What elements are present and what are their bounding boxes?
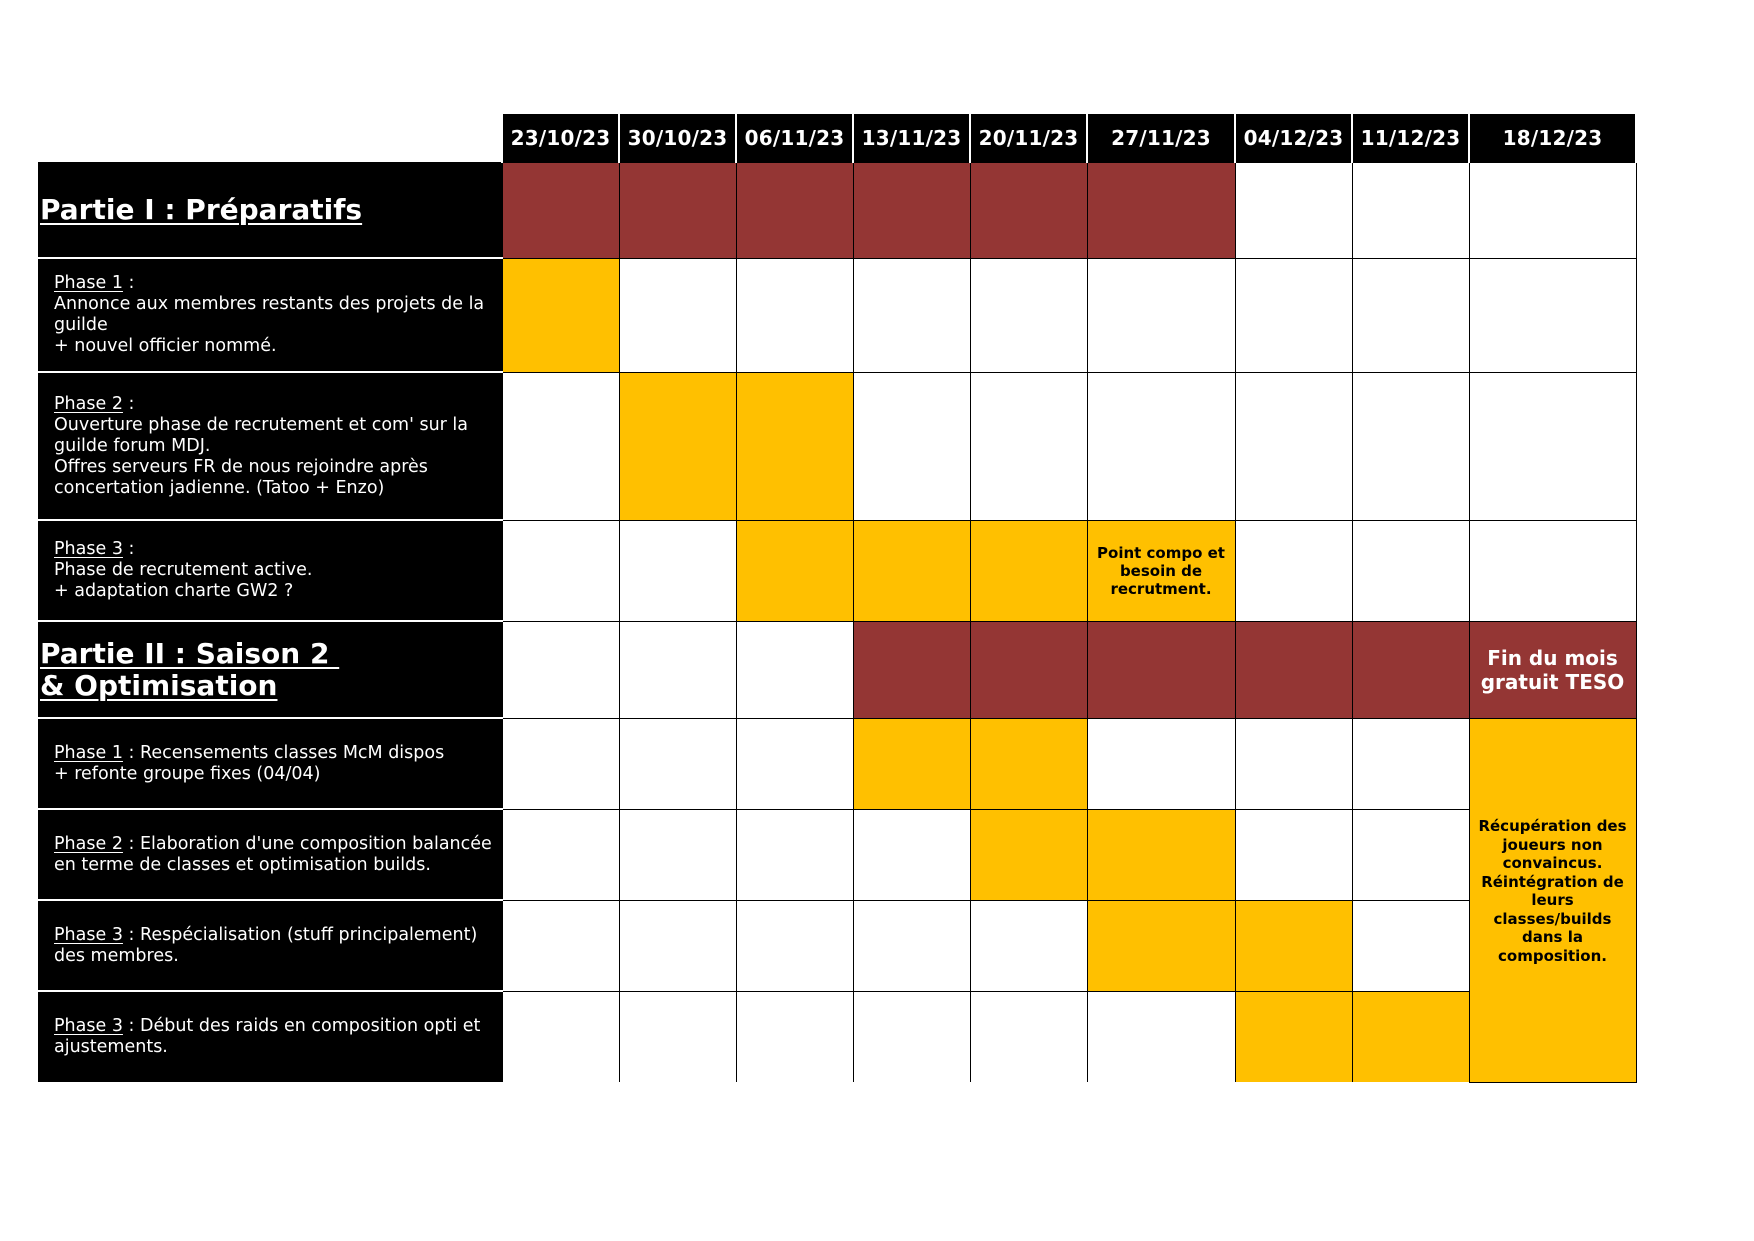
part1-phase1-label: [38, 258, 502, 372]
part1-phase2-bar-3: [736, 372, 853, 520]
cell-p1p1-6: [1087, 258, 1235, 372]
part2-bar-6: [1087, 621, 1235, 718]
part2-phase3a-text: : Respécialisation (stuff principalement) des membres.: [54, 924, 478, 966]
cell-p2p3b-5: [970, 991, 1087, 1082]
part1-row: [38, 162, 1636, 258]
cell-p1p1-4: [853, 258, 970, 372]
cell-p2p2-1: [502, 809, 619, 900]
part1-title-text: Partie I : Préparatifs: [40, 192, 363, 226]
cell-p2p3b-4: [853, 991, 970, 1082]
part2-phase3a-row: [38, 900, 1636, 991]
part1-phase2-colon: :: [122, 393, 135, 414]
cell-p2p1-3: [736, 718, 853, 809]
part1-bar-3: [736, 162, 853, 258]
part1-phase1-row: [38, 258, 1636, 372]
cell-p1p2-9: [1469, 372, 1636, 520]
cell-p2p1-1: [502, 718, 619, 809]
part2-phase3b-text: : Début des raids en composition opti et ajustements.: [54, 1016, 481, 1057]
part1-phase3-line2: Phase de recrutement active.: [54, 560, 313, 580]
cell-p1p2-5: [970, 372, 1087, 520]
part1-phase3-name: Phase 3: [54, 539, 123, 559]
cell-p1p1-7: [1235, 258, 1352, 372]
part1-phase3-line3: + adaptation charte GW2 ?: [54, 581, 294, 601]
cell-p1p1-8: [1352, 258, 1469, 372]
part2-title-line2: & Optimisation: [40, 668, 278, 702]
part2-bar-9: [1469, 621, 1636, 718]
cell-p2p3b-6: [1087, 991, 1235, 1082]
part1-phase3-bar-5: [970, 520, 1087, 621]
cell-p1p3-2: [619, 520, 736, 621]
cell-p2p3a-5: [970, 900, 1087, 991]
part2-bar-8: [1352, 621, 1469, 718]
cell-p2p3b-2: [619, 991, 736, 1082]
part2-side-note-cell: [1469, 718, 1636, 1082]
cell-p2p3a-4: [853, 900, 970, 991]
part2-phase2-name: Phase 2: [54, 833, 123, 854]
cell-p2p1-6: [1087, 718, 1235, 809]
part1-phase3-label: [38, 520, 502, 621]
date-col-8: 11/12/23: [1352, 113, 1469, 162]
part1-phase3-bar-6: [1087, 520, 1235, 621]
cell-p1p2-7: [1235, 372, 1352, 520]
part1-empty-9: [1469, 162, 1636, 258]
part1-phase3-row: [38, 520, 1636, 621]
part2-phase3b-name: Phase 3: [54, 1016, 123, 1036]
cell-p2p2-2: [619, 809, 736, 900]
date-col-1: 23/10/23: [502, 113, 619, 162]
part1-phase2-row: [38, 372, 1636, 520]
part1-bar-2: [619, 162, 736, 258]
part1-phase2-line2: Ouverture phase de recrutement et com' sur la guilde forum MDJ.: [54, 414, 469, 456]
date-col-5: 20/11/23: [970, 113, 1087, 162]
cell-p2p2-3: [736, 809, 853, 900]
part2-phase1-name: Phase 1: [54, 742, 123, 763]
cell-p2p3b-1: [502, 991, 619, 1082]
part2-phase3b-bar-7: [1235, 991, 1352, 1082]
cell-p1p3-1: [502, 520, 619, 621]
cell-p2p2-7: [1235, 809, 1352, 900]
cell-p2p3b-3: [736, 991, 853, 1082]
part2-side-note: Récupération des joueurs non convaincus. Réintégration de leurs classes/builds dans la composition.: [1478, 817, 1627, 965]
date-col-2: 30/10/23: [619, 113, 736, 162]
part2-title-line1: Partie II : Saison 2: [40, 636, 340, 670]
part1-phase2-name: Phase 2: [54, 393, 123, 414]
part1-phase1-name: Phase 1: [54, 273, 123, 293]
cell-p1p2-1: [502, 372, 619, 520]
date-header-row: [38, 113, 1636, 162]
part1-bar-1: [502, 162, 619, 258]
part2-phase1-bar-5: [970, 718, 1087, 809]
part2-row: [38, 621, 1636, 718]
part1-bar-4: [853, 162, 970, 258]
date-col-9: 18/12/23: [1469, 113, 1636, 162]
part2-phase3b-bar-8: [1352, 991, 1469, 1082]
part2-phase2-label: [38, 809, 502, 900]
part1-phase1-line2: Annonce aux membres restants des projets de la guilde: [54, 294, 485, 335]
cell-p2p3a-8: [1352, 900, 1469, 991]
part1-bar-6: [1087, 162, 1235, 258]
cell-p2p2-8: [1352, 809, 1469, 900]
cell-p2-1: [502, 621, 619, 718]
part2-bar-7: [1235, 621, 1352, 718]
cell-p1p3-9: [1469, 520, 1636, 621]
cell-p1p2-8: [1352, 372, 1469, 520]
part2-bar-4: [853, 621, 970, 718]
part2-phase2-bar-5: [970, 809, 1087, 900]
part1-empty-8: [1352, 162, 1469, 258]
part2-bar-5: [970, 621, 1087, 718]
cell-p2p3a-1: [502, 900, 619, 991]
date-col-3: 06/11/23: [736, 113, 853, 162]
part2-phase3b-label: [38, 991, 502, 1082]
part1-phase2-label: [38, 372, 502, 520]
part2-title: [38, 621, 502, 718]
cell-p1p2-4: [853, 372, 970, 520]
part1-phase1-bar-1: [502, 258, 619, 372]
cell-p1p1-9: [1469, 258, 1636, 372]
cell-p1p3-8: [1352, 520, 1469, 621]
part2-phase2-text: : Elaboration d'une composition balancée en terme de classes et optimisation builds.: [54, 833, 492, 875]
cell-p1p1-2: [619, 258, 736, 372]
part1-bar-5: [970, 162, 1087, 258]
cell-p2p2-4: [853, 809, 970, 900]
part1-phase3-colon: :: [122, 539, 135, 559]
part2-phase1-line2: + refonte groupe fixes (04/04): [54, 763, 321, 784]
cell-p1p1-3: [736, 258, 853, 372]
part1-phase2-bar-2: [619, 372, 736, 520]
part2-phase2-bar-6: [1087, 809, 1235, 900]
part1-phase1-line3: + nouvel officier nommé.: [54, 336, 277, 356]
cell-p2p3a-3: [736, 900, 853, 991]
part2-phase1-text: : Recensements classes McM dispos: [122, 742, 445, 763]
cell-p2p1-7: [1235, 718, 1352, 809]
part1-phase3-note: Point compo et besoin de recrutment.: [1097, 543, 1225, 598]
cell-p2p3a-2: [619, 900, 736, 991]
part2-phase3a-bar-6: [1087, 900, 1235, 991]
date-col-4: 13/11/23: [853, 113, 970, 162]
date-col-6: 27/11/23: [1087, 113, 1235, 162]
part1-title: [38, 162, 502, 258]
part2-phase1-label: [38, 718, 502, 809]
part2-phase3a-bar-7: [1235, 900, 1352, 991]
part1-phase1-colon: :: [122, 273, 135, 293]
header-corner: [38, 113, 502, 162]
gantt-chart: [38, 112, 1637, 1083]
cell-p2p1-2: [619, 718, 736, 809]
part1-empty-7: [1235, 162, 1352, 258]
part2-phase3a-name: Phase 3: [54, 924, 123, 945]
part2-note: Fin du mois gratuit TESO: [1480, 645, 1625, 694]
cell-p2-2: [619, 621, 736, 718]
part1-phase3-bar-4: [853, 520, 970, 621]
part2-phase3a-label: [38, 900, 502, 991]
part2-phase1-row: [38, 718, 1636, 809]
part1-phase3-bar-3: [736, 520, 853, 621]
cell-p1p2-6: [1087, 372, 1235, 520]
part2-phase2-row: [38, 809, 1636, 900]
part2-phase1-bar-4: [853, 718, 970, 809]
date-col-7: 04/12/23: [1235, 113, 1352, 162]
cell-p2p1-8: [1352, 718, 1469, 809]
cell-p1p1-5: [970, 258, 1087, 372]
part1-phase2-line3: Offres serveurs FR de nous rejoindre après concertation jadienne. (Tatoo + Enzo): [54, 456, 428, 498]
part2-phase3b-row: [38, 991, 1636, 1082]
cell-p2-3: [736, 621, 853, 718]
cell-p1p3-7: [1235, 520, 1352, 621]
